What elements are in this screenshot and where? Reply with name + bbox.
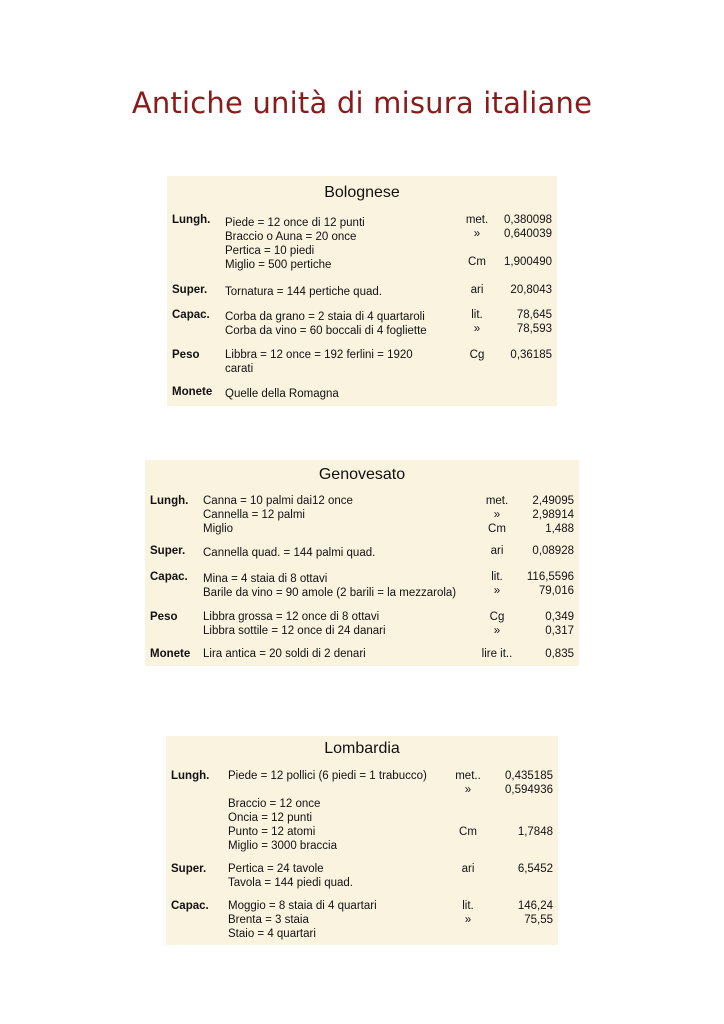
- row-unit: Cg: [489, 611, 505, 623]
- row-value: 1,7848: [517, 826, 553, 838]
- group-label: Monete: [172, 386, 213, 398]
- row-desc: Tornatura = 144 pertiche quad.: [225, 286, 382, 298]
- row-unit: »: [464, 784, 472, 796]
- row-desc: Miglio = 500 pertiche: [225, 259, 332, 271]
- row-value: 0,835: [545, 648, 574, 660]
- row-desc: Staio = 4 quartari: [228, 928, 316, 940]
- row-unit: lit.: [491, 571, 503, 583]
- row-value: 146,24: [517, 900, 553, 912]
- section-bolognese: [167, 176, 557, 406]
- group-label: Lungh.: [172, 214, 211, 226]
- row-unit: Cm: [468, 256, 486, 268]
- row-unit: »: [493, 509, 501, 521]
- row-desc: Corba da vino = 60 boccali di 4 fogliette: [225, 325, 427, 337]
- row-value: 0,36185: [510, 349, 552, 361]
- row-desc: Moggio = 8 staia di 4 quartari: [228, 900, 377, 912]
- row-desc: Braccio o Auna = 20 once: [225, 231, 357, 243]
- group-label: Peso: [150, 611, 178, 623]
- row-unit: »: [464, 914, 472, 926]
- row-value: 6,5452: [517, 863, 553, 875]
- row-value: 0,349: [545, 611, 574, 623]
- group-label: Capac.: [171, 900, 209, 912]
- row-value: 75,55: [524, 914, 553, 926]
- row-unit: ari: [461, 863, 475, 875]
- row-unit: met.: [485, 495, 509, 507]
- group-label: Capac.: [172, 309, 210, 321]
- section-genovesato: [145, 460, 579, 666]
- row-value: 0,08928: [532, 545, 574, 557]
- row-value: 2,49095: [532, 495, 574, 507]
- row-unit: Cm: [488, 523, 506, 535]
- row-value: 20,8043: [510, 284, 552, 296]
- row-desc: Piede = 12 once di 12 punti: [225, 217, 365, 229]
- group-label: Lungh.: [171, 770, 210, 782]
- row-desc: Corba da grano = 2 staia di 4 quartaroli: [225, 311, 425, 323]
- row-value: 1,488: [545, 523, 574, 535]
- group-label: Capac.: [150, 571, 188, 583]
- row-value: 2,98914: [532, 509, 574, 521]
- row-desc: Barile da vino = 90 amole (2 barili = la mezzarola): [203, 587, 457, 599]
- row-desc: Cannella quad. = 144 palmi quad.: [203, 547, 376, 559]
- row-desc: Cannella = 12 palmi: [203, 509, 305, 521]
- row-desc: Braccio = 12 once: [228, 798, 321, 810]
- row-unit: met..: [455, 770, 481, 782]
- page-title: Antiche unità di misura italiane: [131, 86, 593, 120]
- row-desc: Brenta = 3 staia: [228, 914, 309, 926]
- row-desc: Libbra sottile = 12 once di 24 danari: [203, 625, 386, 637]
- row-value: 78,593: [516, 323, 552, 335]
- row-unit: »: [473, 228, 481, 240]
- row-desc: Piede = 12 pollici (6 piedi = 1 trabucco): [228, 770, 427, 782]
- section-heading: Genovesato: [318, 466, 406, 483]
- row-unit: met.: [465, 214, 489, 226]
- row-desc: Punto = 12 atomi: [228, 826, 316, 838]
- row-desc: Lira antica = 20 soldi di 2 denari: [203, 648, 366, 660]
- group-label: Super.: [172, 284, 208, 296]
- group-label: Super.: [150, 545, 186, 557]
- section-heading: Bolognese: [324, 184, 400, 201]
- row-unit: lit.: [471, 309, 483, 321]
- group-label: Super.: [171, 863, 207, 875]
- section-heading: Lombardia: [324, 740, 400, 757]
- row-desc: Tavola = 144 piedi quad.: [228, 877, 354, 889]
- row-unit: lit.: [462, 900, 474, 912]
- row-unit: Cg: [469, 349, 485, 361]
- row-desc: Canna = 10 palmi dai12 once: [203, 495, 353, 507]
- group-label: Lungh.: [150, 495, 189, 507]
- row-unit: ari: [470, 284, 484, 296]
- row-desc: Quelle della Romagna: [225, 388, 339, 400]
- row-unit: »: [493, 625, 501, 637]
- row-desc: Mina = 4 staia di 8 ottavi: [203, 573, 328, 585]
- row-unit: »: [493, 585, 501, 597]
- row-value: 0,380098: [504, 214, 552, 226]
- row-unit: ari: [490, 545, 504, 557]
- row-desc: Pertica = 24 tavole: [228, 863, 324, 875]
- row-unit: lire it..: [481, 648, 513, 660]
- row-value: 0,594936: [505, 784, 553, 796]
- row-value: 78,645: [516, 309, 552, 321]
- row-desc: Libbra grossa = 12 once di 8 ottavi: [203, 611, 380, 623]
- row-unit: Cm: [459, 826, 477, 838]
- section-lombardia: [166, 736, 558, 945]
- row-value: 79,016: [538, 585, 574, 597]
- row-value: 0,317: [545, 625, 574, 637]
- row-desc: carati: [225, 363, 254, 375]
- row-value: 0,640039: [504, 228, 552, 240]
- row-desc: Miglio: [203, 523, 234, 535]
- group-label: Monete: [150, 648, 191, 660]
- group-label: Peso: [172, 349, 200, 361]
- row-desc: Miglio = 3000 braccia: [228, 840, 337, 852]
- row-unit: »: [473, 323, 481, 335]
- row-value: 0,435185: [505, 770, 553, 782]
- row-value: 1,900490: [504, 256, 552, 268]
- row-value: 116,5596: [526, 571, 574, 583]
- row-desc: Libbra = 12 once = 192 ferlini = 1920: [225, 349, 413, 361]
- row-desc: Oncia = 12 punti: [228, 812, 313, 824]
- row-desc: Pertica = 10 piedi: [225, 245, 315, 257]
